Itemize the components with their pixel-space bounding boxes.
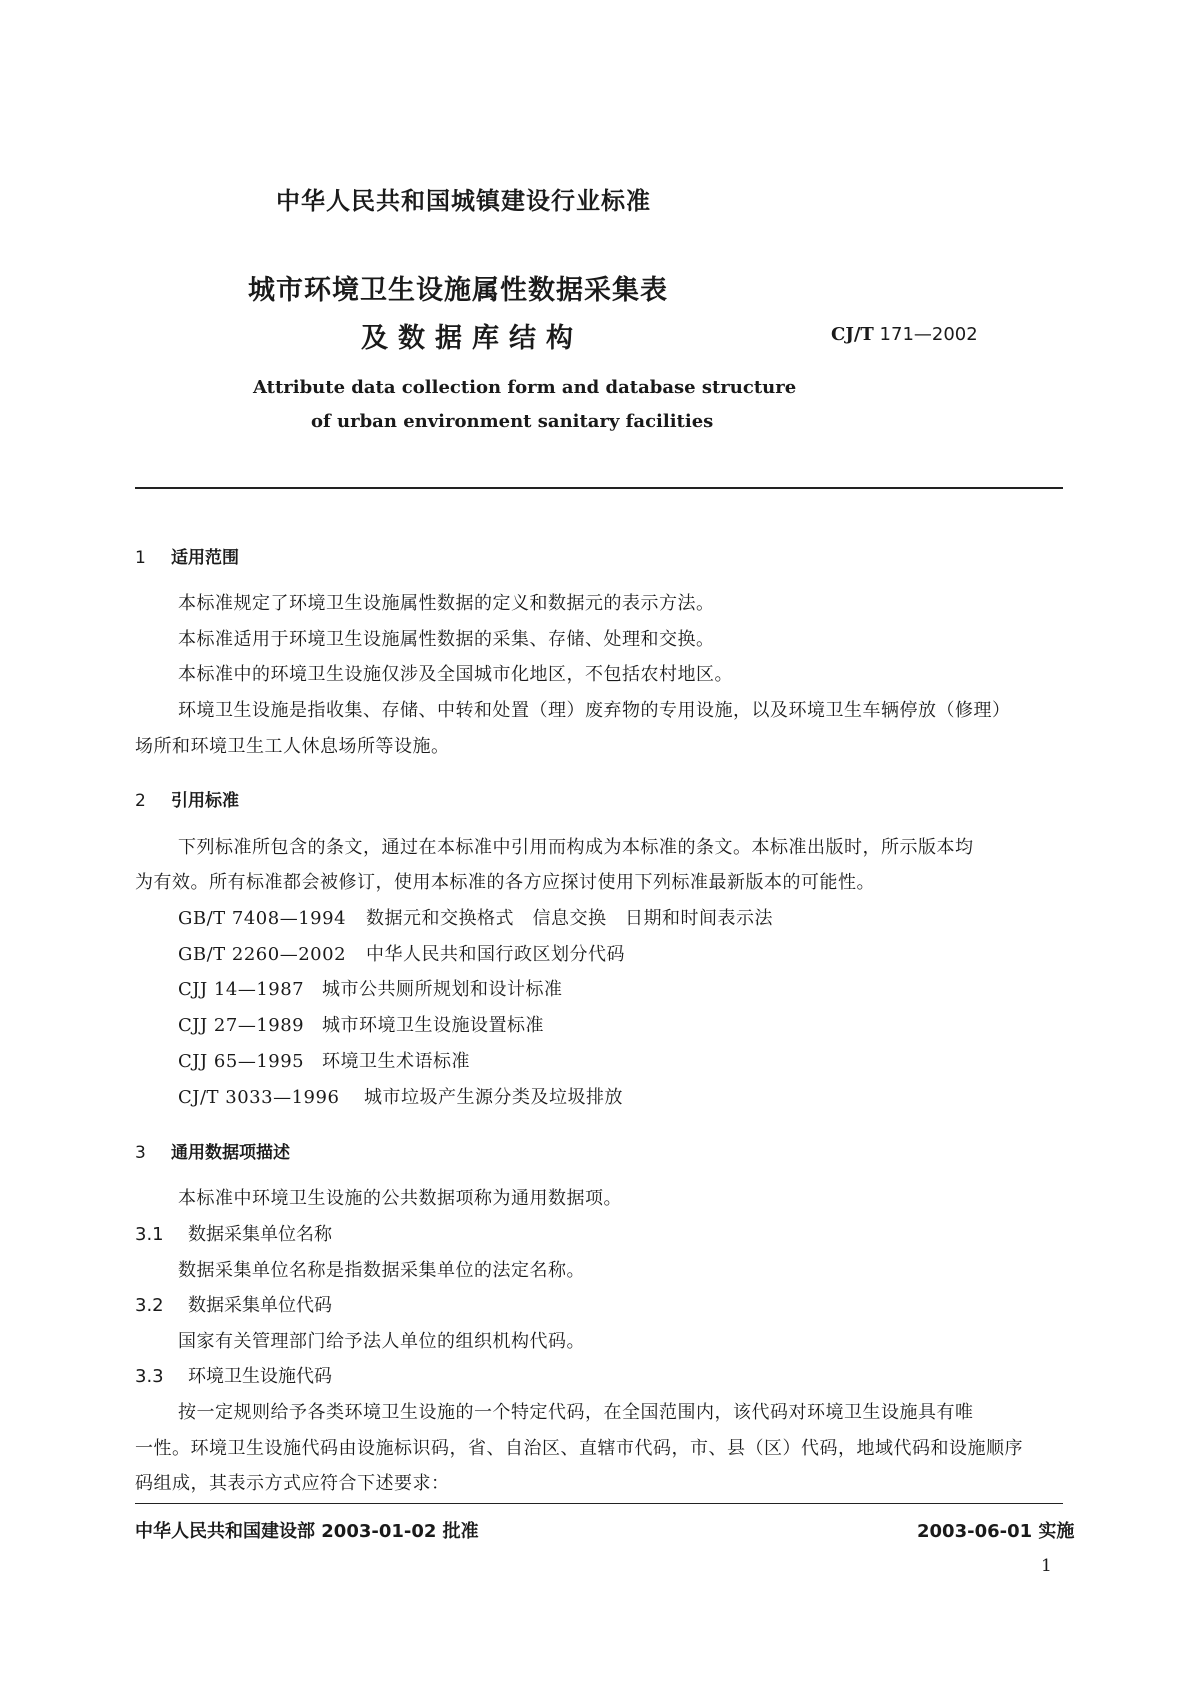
- standard-code: 171—2002: [879, 324, 978, 345]
- page-number: 1: [1041, 1556, 1052, 1576]
- reference-item: [178, 940, 625, 966]
- reference-title: 城市环境卫生设施设置标准: [322, 1015, 544, 1036]
- section-1-para-1: 本标准规定了环境卫生设施属性数据的定义和数据元的表示方法。: [178, 593, 715, 614]
- reference-title: 数据元和交换格式 信息交换 日期和时间表示法: [366, 908, 773, 929]
- subsection-3-3-text-line-2: 一性。环境卫生设施代码由设施标识码，省、自治区、直辖市代码，市、县（区）代码，地域代码和设施顺序: [135, 1438, 1023, 1459]
- reference-code: GB/T 2260—2002: [178, 944, 347, 965]
- section-1-para-3: 本标准中的环境卫生设施仅涉及全国城市化地区，不包括农村地区。: [178, 664, 733, 685]
- reference-item: [178, 1011, 544, 1037]
- subsection-3-3-title: 环境卫生设施代码: [188, 1366, 332, 1387]
- section-2-number: 2: [135, 791, 146, 811]
- section-1-number: 1: [135, 548, 146, 568]
- reference-code: CJ/T 3033—1996: [178, 1087, 340, 1108]
- section-2-para-line-1: 下列标准所包含的条文，通过在本标准中引用而构成为本标准的条文。本标准出版时，所示版本均: [178, 837, 974, 858]
- subsection-3-1-number: 3.1: [135, 1224, 164, 1245]
- reference-title: 城市公共厕所规划和设计标准: [322, 979, 563, 1000]
- subsection-3-1-title: 数据采集单位名称: [188, 1224, 332, 1245]
- subsection-3-3-text-line-1: 按一定规则给予各类环境卫生设施的一个特定代码，在全国范围内，该代码对环境卫生设施具有唯: [178, 1402, 974, 1423]
- reference-title: 环境卫生术语标准: [322, 1051, 470, 1072]
- section-1-para-4-line-1: 环境卫生设施是指收集、存储、中转和处置（理）废弃物的专用设施，以及环境卫生车辆停放（修理）: [178, 700, 1011, 721]
- reference-item: [178, 1083, 623, 1109]
- section-1-heading: [135, 543, 239, 568]
- section-1-title: 适用范围: [171, 548, 239, 568]
- subsection-3-2-number: 3.2: [135, 1295, 164, 1316]
- section-2-title: 引用标准: [171, 791, 239, 811]
- effective-date-line: 2003-06-01 实施: [917, 1521, 1075, 1542]
- header-divider: [135, 487, 1063, 489]
- standard-prefix: CJ/T: [831, 324, 874, 345]
- title-line-2: 及数据库结构: [361, 323, 583, 354]
- reference-code: GB/T 7408—1994: [178, 908, 347, 929]
- approval-line: 中华人民共和国建设部 2003-01-02 批准: [135, 1521, 479, 1542]
- reference-code: CJJ 14—1987: [178, 979, 305, 1000]
- reference-code: CJJ 65—1995: [178, 1051, 305, 1072]
- reference-title: 中华人民共和国行政区划分代码: [366, 944, 625, 965]
- reference-item: [178, 975, 563, 1001]
- section-2-heading: [135, 786, 239, 811]
- subsection-3-3-number: 3.3: [135, 1366, 164, 1387]
- section-3-heading: [135, 1138, 290, 1163]
- english-title-line-2: of urban environment sanitary facilities: [311, 411, 714, 432]
- subsection-3-2-title: 数据采集单位代码: [188, 1295, 332, 1316]
- section-3-title: 通用数据项描述: [171, 1143, 290, 1163]
- subsection-3-1-text: 数据采集单位名称是指数据采集单位的法定名称。: [178, 1260, 585, 1281]
- section-1-para-4-line-2: 场所和环境卫生工人休息场所等设施。: [135, 736, 450, 757]
- reference-item: [178, 904, 773, 930]
- subsection-3-2-text: 国家有关管理部门给予法人单位的组织机构代码。: [178, 1331, 585, 1352]
- section-3-para: 本标准中环境卫生设施的公共数据项称为通用数据项。: [178, 1188, 622, 1209]
- section-1-para-2: 本标准适用于环境卫生设施属性数据的采集、存储、处理和交换。: [178, 629, 715, 650]
- reference-code: CJJ 27—1989: [178, 1015, 305, 1036]
- industry-standard-heading: 中华人民共和国城镇建设行业标准: [276, 187, 651, 215]
- subsection-3-3-text-line-3: 码组成，其表示方式应符合下述要求：: [135, 1473, 450, 1494]
- reference-title: 城市垃圾产生源分类及垃圾排放: [364, 1087, 623, 1108]
- english-title-line-1: Attribute data collection form and database structure: [253, 377, 797, 398]
- standard-number: [831, 324, 978, 345]
- reference-item: [178, 1047, 470, 1073]
- section-2-para-line-2: 为有效。所有标准都会被修订，使用本标准的各方应探讨使用下列标准最新版本的可能性。: [135, 872, 875, 893]
- subsection-3-2-heading: [135, 1291, 332, 1317]
- subsection-3-1-heading: [135, 1220, 332, 1246]
- section-3-number: 3: [135, 1143, 146, 1163]
- title-line-1: 城市环境卫生设施属性数据采集表: [248, 275, 668, 306]
- footer-divider: [135, 1503, 1063, 1504]
- subsection-3-3-heading: [135, 1362, 332, 1388]
